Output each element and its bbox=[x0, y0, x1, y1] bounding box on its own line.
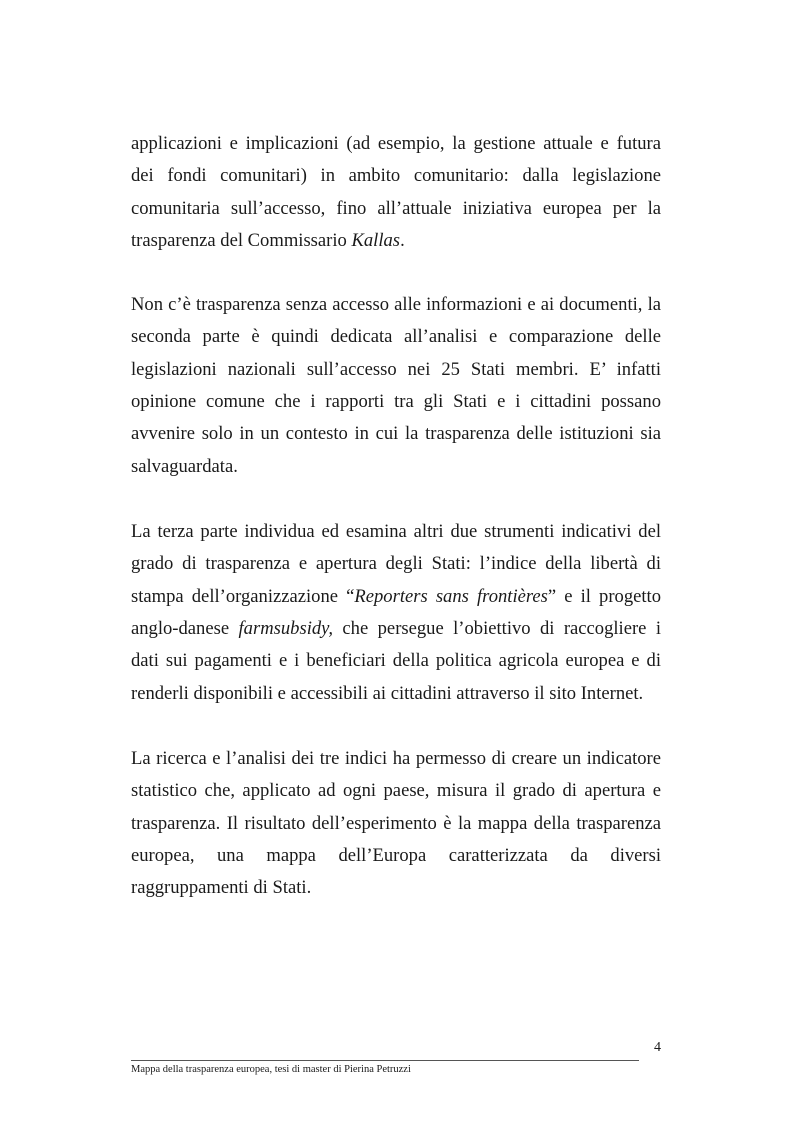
text-run: comunitaria sull’accesso, fino all’attuale iniziativa europea per la bbox=[131, 197, 661, 219]
text-run: dei fondi comunitari) in ambito comunitario: dalla legislazione bbox=[131, 165, 661, 187]
text-run: La terza parte individua ed esamina altri due strumenti indicativi del bbox=[131, 521, 661, 542]
text-run: renderli disponibili e accessibili ai cittadini attraverso il sito Internet. bbox=[131, 682, 644, 704]
text-run: che persegue l’obiettivo di raccogliere i bbox=[333, 617, 661, 639]
text-line bbox=[131, 878, 661, 898]
text-line bbox=[131, 781, 661, 801]
text-line bbox=[131, 424, 661, 444]
italic-text: Kallas bbox=[351, 229, 401, 251]
text-line bbox=[131, 134, 661, 154]
text-line bbox=[131, 684, 661, 704]
italic-text: farmsubsidy, bbox=[238, 617, 334, 639]
text-line bbox=[131, 587, 661, 607]
text-run: La ricerca e l’analisi dei tre indici ha permesso di creare un indicatore bbox=[131, 748, 661, 769]
text-run: seconda parte è quindi dedicata all’analisi e comparazione delle bbox=[131, 326, 661, 348]
text-run: stampa dell’organizzazione “ bbox=[131, 585, 355, 607]
text-line bbox=[131, 522, 661, 542]
text-line bbox=[131, 392, 661, 412]
text-run: avvenire solo in un contesto in cui la trasparenza delle istituzioni sia bbox=[131, 423, 661, 445]
text-run: dati sui pagamenti e i beneficiari della politica agricola europea e di bbox=[131, 650, 661, 672]
text-line bbox=[131, 199, 661, 219]
text-line bbox=[131, 846, 661, 866]
footer-divider bbox=[131, 1060, 639, 1061]
text-line bbox=[131, 295, 661, 315]
italic-text: Reporters sans frontières bbox=[354, 585, 548, 607]
text-run: anglo-danese bbox=[131, 617, 239, 639]
text-run: opinione comune che i rapporti tra gli Stati e i cittadini possano bbox=[131, 390, 661, 412]
text-run: europea, una mappa dell’Europa caratterizzata da diversi bbox=[131, 844, 661, 866]
text-line bbox=[131, 457, 661, 477]
page-number: 4 bbox=[654, 1040, 661, 1055]
text-run: ” e il progetto bbox=[547, 585, 661, 607]
text-run: grado di trasparenza e apertura degli Stati: l’indice della libertà di bbox=[131, 553, 661, 575]
text-run: salvaguardata. bbox=[131, 455, 238, 477]
text-line bbox=[131, 360, 661, 380]
text-run: trasparenza. Il risultato dell’esperimento è la mappa della trasparenza bbox=[131, 812, 661, 834]
text-line bbox=[131, 619, 661, 639]
footer-text: Mappa della trasparenza europea, tesi di master di Pierina Petruzzi bbox=[131, 1064, 411, 1075]
text-line bbox=[131, 814, 661, 834]
text-line bbox=[131, 749, 661, 769]
text-line bbox=[131, 651, 661, 671]
text-run: Non c’è trasparenza senza accesso alle informazioni e ai documenti, la bbox=[131, 294, 661, 315]
text-run: raggruppamenti di Stati. bbox=[131, 877, 312, 899]
text-run: legislazioni nazionali sull’accesso nei 25 Stati membri. E’ infatti bbox=[131, 358, 661, 380]
text-run: statistico che, applicato ad ogni paese, misura il grado di apertura e bbox=[131, 780, 661, 802]
text-line bbox=[131, 231, 661, 251]
text-run: applicazioni e implicazioni (ad esempio, la gestione attuale e futura bbox=[131, 133, 661, 154]
text-line bbox=[131, 554, 661, 574]
text-line bbox=[131, 327, 661, 347]
text-run: . bbox=[400, 229, 405, 251]
text-run: trasparenza del Commissario bbox=[131, 229, 352, 251]
text-line bbox=[131, 166, 661, 186]
